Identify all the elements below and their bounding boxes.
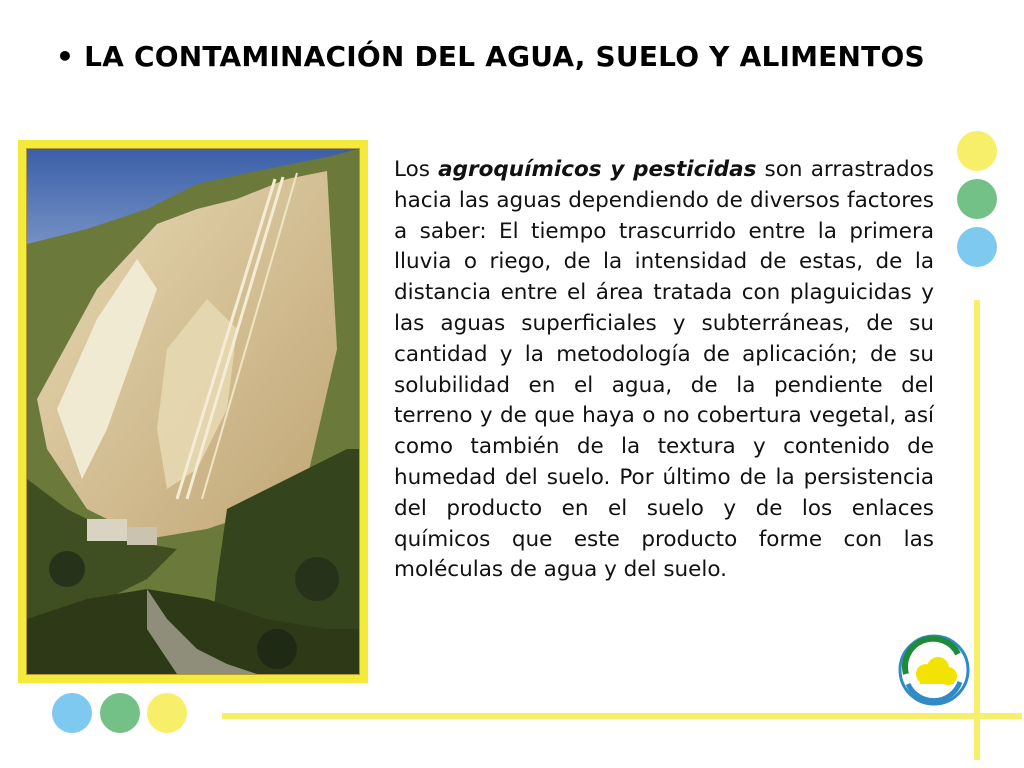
decor-dot-green-bottom: [100, 693, 140, 733]
body-intro: Los: [394, 157, 430, 182]
decor-dot-blue-top: [957, 227, 997, 267]
eroded-hillside-photo: [26, 148, 360, 675]
decor-line-horizontal: [222, 713, 1022, 719]
photo-frame: [18, 140, 368, 683]
decor-dot-green-top: [957, 179, 997, 219]
body-emphasis: agroquímicos y pesticidas: [438, 157, 757, 182]
body-paragraph: [394, 155, 934, 586]
decor-dot-blue-bottom: [52, 693, 92, 733]
decor-dot-yellow-top: [957, 131, 997, 171]
decor-dot-yellow-bottom: [147, 693, 187, 733]
title-bullet: •: [56, 40, 75, 73]
title-text: LA CONTAMINACIÓN DEL AGUA, SUELO Y ALIMENTOS: [84, 40, 925, 73]
slide-title: [56, 40, 976, 73]
decor-line-vertical: [974, 300, 980, 760]
environment-logo-icon: [898, 634, 970, 706]
body-text: son arrastrados hacia las aguas dependiendo de diversos factores a saber: El tiempo trascurrido entre la primera lluvia o riego, de la intensidad de estas, de la distancia entre el área tratada con plaguicidas y las aguas superficiales y subterráneas, de su cantidad y la metodología de aplicación; de su solubilidad en el agua, de la pendiente del terreno y de que haya o no cobertura vegetal, así como también de la textura y contenido de humedad del suelo. Por último de la persistencia del producto en el suelo y de los enlaces químicos que este producto forme con las moléculas de agua y del suelo.: [394, 157, 934, 583]
